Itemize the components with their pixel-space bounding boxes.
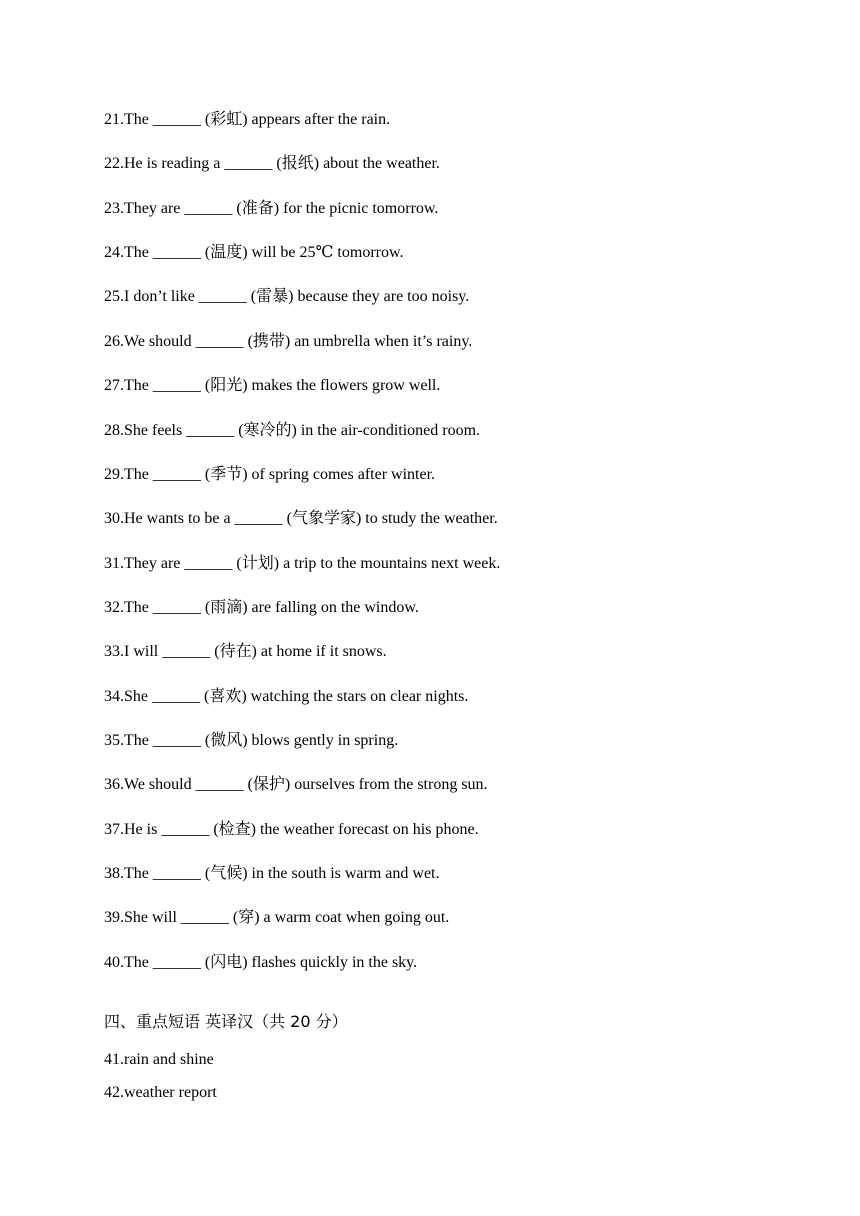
question-38 (104, 864, 440, 884)
question-text: The ______ (气候) in the south is warm and wet. (124, 865, 440, 882)
question-number: 36. (104, 776, 124, 793)
question-number: 34. (104, 688, 124, 705)
question-text: She ______ (喜欢) watching the stars on clear nights. (124, 688, 469, 705)
question-text: They are ______ (计划) a trip to the mountains next week. (124, 555, 501, 572)
question-37 (104, 820, 479, 840)
question-28 (104, 421, 480, 441)
question-number: 28. (104, 422, 124, 439)
question-text: I don’t like ______ (雷暴) because they are too noisy. (124, 288, 470, 305)
question-number: 40. (104, 954, 124, 971)
question-text: He is reading a ______ (报纸) about the weather. (124, 155, 440, 172)
phrase-text: weather report (124, 1084, 217, 1101)
question-number: 26. (104, 333, 124, 350)
question-31 (104, 554, 500, 574)
question-text: They are ______ (准备) for the picnic tomorrow. (124, 200, 439, 217)
question-22 (104, 154, 440, 174)
question-39 (104, 908, 449, 928)
question-27 (104, 376, 440, 396)
phrase-number: 42. (104, 1084, 124, 1101)
phrase-41 (104, 1050, 214, 1070)
question-number: 38. (104, 865, 124, 882)
question-24 (104, 243, 404, 263)
question-text: The ______ (季节) of spring comes after winter. (124, 466, 436, 483)
question-number: 31. (104, 555, 124, 572)
question-number: 21. (104, 111, 124, 128)
question-text: The ______ (雨滴) are falling on the window. (124, 599, 419, 616)
question-34 (104, 687, 468, 707)
question-33 (104, 642, 387, 662)
question-text: The ______ (微风) blows gently in spring. (124, 732, 399, 749)
question-number: 30. (104, 510, 124, 527)
question-text: The ______ (闪电) flashes quickly in the sky. (124, 954, 418, 971)
question-number: 33. (104, 643, 124, 660)
phrase-number: 41. (104, 1051, 124, 1068)
question-text: We should ______ (携带) an umbrella when it’s rainy. (124, 333, 473, 350)
question-text: She feels ______ (寒冷的) in the air-conditioned room. (124, 422, 481, 439)
question-number: 35. (104, 732, 124, 749)
question-text: The ______ (阳光) makes the flowers grow well. (124, 377, 441, 394)
question-40 (104, 953, 417, 973)
question-text: The ______ (彩虹) appears after the rain. (124, 111, 391, 128)
question-number: 23. (104, 200, 124, 217)
question-23 (104, 199, 438, 219)
question-number: 29. (104, 466, 124, 483)
question-text: We should ______ (保护) ourselves from the strong sun. (124, 776, 488, 793)
question-number: 32. (104, 599, 124, 616)
question-35 (104, 731, 398, 751)
question-21 (104, 110, 390, 130)
question-25 (104, 287, 469, 307)
question-text: The ______ (温度) will be 25℃ tomorrow. (124, 244, 404, 261)
question-32 (104, 598, 419, 618)
phrase-text: rain and shine (124, 1051, 214, 1068)
question-number: 25. (104, 288, 124, 305)
question-number: 22. (104, 155, 124, 172)
question-number: 24. (104, 244, 124, 261)
question-26 (104, 332, 472, 352)
question-number: 37. (104, 821, 124, 838)
question-36 (104, 775, 488, 795)
question-text: He wants to be a ______ (气象学家) to study the weather. (124, 510, 498, 527)
question-text: I will ______ (待在) at home if it snows. (124, 643, 387, 660)
question-number: 39. (104, 909, 124, 926)
section-heading: 四、重点短语 英译汉（共 20 分） (104, 1012, 348, 1031)
question-text: He is ______ (检查) the weather forecast on his phone. (124, 821, 479, 838)
question-30 (104, 509, 498, 529)
question-29 (104, 465, 435, 485)
phrase-42 (104, 1083, 217, 1103)
question-text: She will ______ (穿) a warm coat when going out. (124, 909, 450, 926)
question-number: 27. (104, 377, 124, 394)
